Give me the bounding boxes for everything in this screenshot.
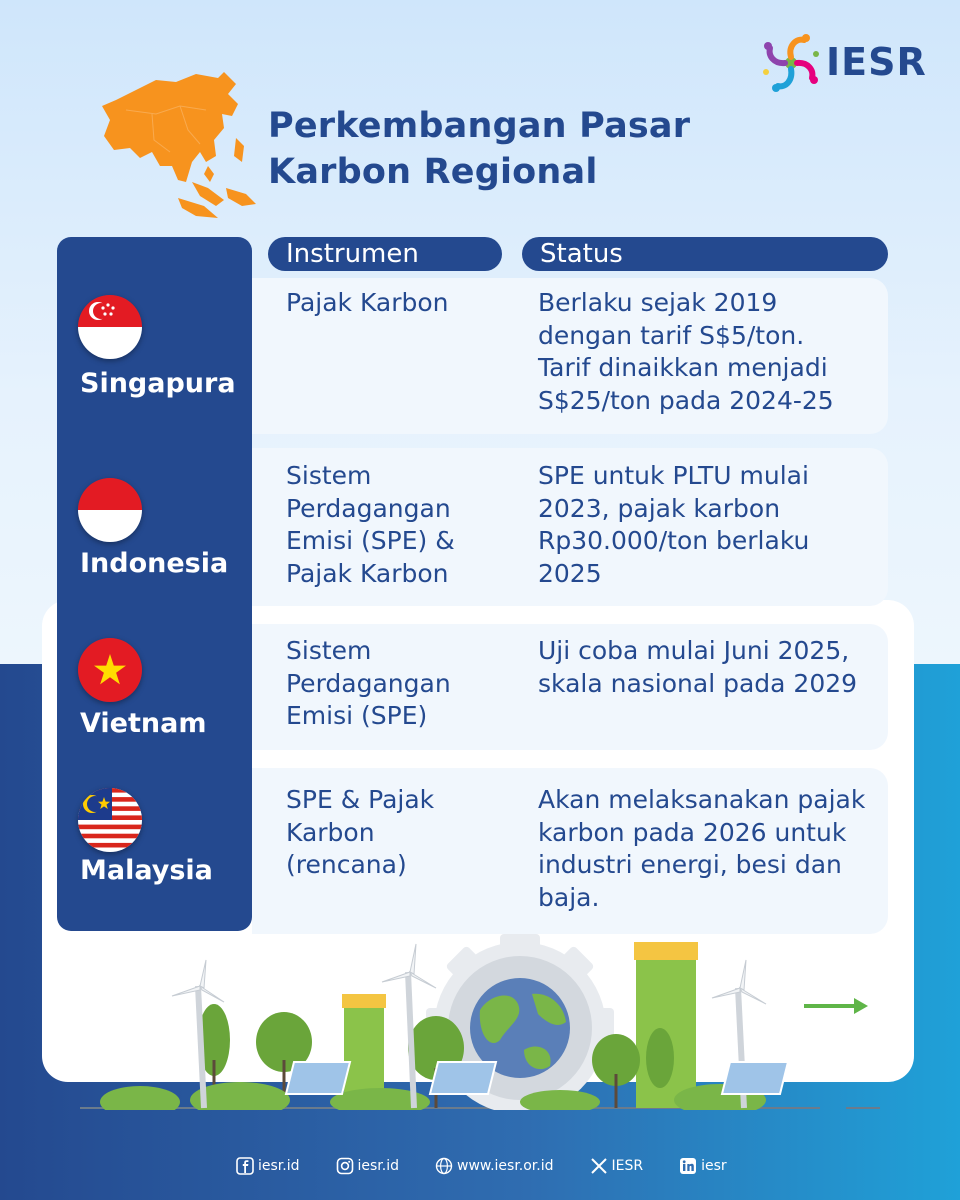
instrument-line: Perdagangan: [286, 493, 451, 523]
facebook-handle: iesr.id: [258, 1158, 300, 1174]
status-line: baja.: [538, 882, 600, 912]
iesr-logo-mark-icon: [760, 30, 822, 96]
country-name: Malaysia: [80, 855, 213, 886]
x-link[interactable]: [590, 1157, 644, 1175]
iesr-logo-text: IESR: [826, 40, 927, 84]
status-line: 2023, pajak karbon: [538, 493, 781, 523]
page-title-line-1: Perkembangan Pasar: [268, 106, 691, 146]
status-cell: [538, 784, 878, 914]
country-name: Vietnam: [80, 708, 207, 739]
status-line: Berlaku sejak 2019: [538, 288, 778, 317]
status-line: 2025: [538, 558, 602, 588]
status-line: dengan tarif S$5/ton.: [538, 320, 805, 350]
status-line: S$25/ton pada 2024-25: [538, 385, 834, 415]
instrument-cell: [286, 287, 506, 320]
status-line: Rp30.000/ton berlaku: [538, 526, 810, 555]
country-name: Indonesia: [80, 548, 229, 579]
status-line: skala nasional pada 2029: [538, 668, 858, 698]
country-name: Singapura: [80, 368, 236, 399]
arrow-right-icon: [804, 998, 868, 1014]
instrument-line: Perdagangan: [286, 668, 451, 698]
website-link[interactable]: [435, 1157, 554, 1175]
malaysia-flag-icon: [78, 788, 142, 852]
instrument-line: Sistem: [286, 461, 372, 490]
status-cell: [538, 635, 878, 700]
instrument-line: Sistem: [286, 636, 372, 665]
page-title-line-2: Karbon Regional: [268, 152, 598, 192]
green-energy-illustration: [80, 930, 880, 1110]
iesr-logo: [760, 30, 927, 96]
website-url: www.iesr.or.id: [457, 1158, 554, 1174]
linkedin-handle: iesr: [701, 1158, 727, 1174]
asia-map-icon: [96, 70, 262, 226]
header-instrument: Instrumen: [268, 237, 502, 271]
instrument-cell: [286, 635, 506, 733]
singapore-flag-icon: [78, 295, 142, 359]
instagram-link[interactable]: [336, 1157, 400, 1175]
facebook-icon: [236, 1157, 254, 1175]
x-logo-icon: [590, 1157, 608, 1175]
status-line: industri energi, besi dan: [538, 850, 842, 879]
x-handle: IESR: [611, 1158, 644, 1174]
status-line: SPE untuk PLTU mulai: [538, 461, 809, 490]
header-status: Status: [522, 237, 888, 271]
instrument-line: Emisi (SPE): [286, 701, 428, 730]
instrument-line: (rencana): [286, 850, 407, 879]
linkedin-link[interactable]: [679, 1157, 727, 1175]
status-cell: [538, 460, 878, 590]
indonesia-flag-icon: [78, 478, 142, 542]
linkedin-icon: [679, 1157, 697, 1175]
instrument-line: Karbon: [286, 817, 375, 847]
status-cell: [538, 287, 878, 417]
instrument-line: SPE & Pajak: [286, 785, 435, 814]
instrument-line: Pajak Karbon: [286, 288, 449, 317]
status-line: Akan melaksanakan pajak: [538, 785, 866, 814]
footer-social-links: [236, 1154, 763, 1178]
status-line: karbon pada 2026 untuk: [538, 817, 847, 847]
instrument-line: Emisi (SPE) &: [286, 526, 455, 555]
vietnam-flag-icon: [78, 638, 142, 702]
instagram-handle: iesr.id: [357, 1158, 399, 1174]
status-line: Tarif dinaikkan menjadi: [538, 353, 828, 382]
status-line: Uji coba mulai Juni 2025,: [538, 636, 850, 665]
instagram-icon: [336, 1157, 354, 1175]
instrument-cell: [286, 460, 506, 590]
instrument-line: Pajak Karbon: [286, 558, 449, 588]
facebook-link[interactable]: [236, 1157, 300, 1175]
instrument-cell: [286, 784, 506, 882]
globe-icon: [435, 1157, 453, 1175]
